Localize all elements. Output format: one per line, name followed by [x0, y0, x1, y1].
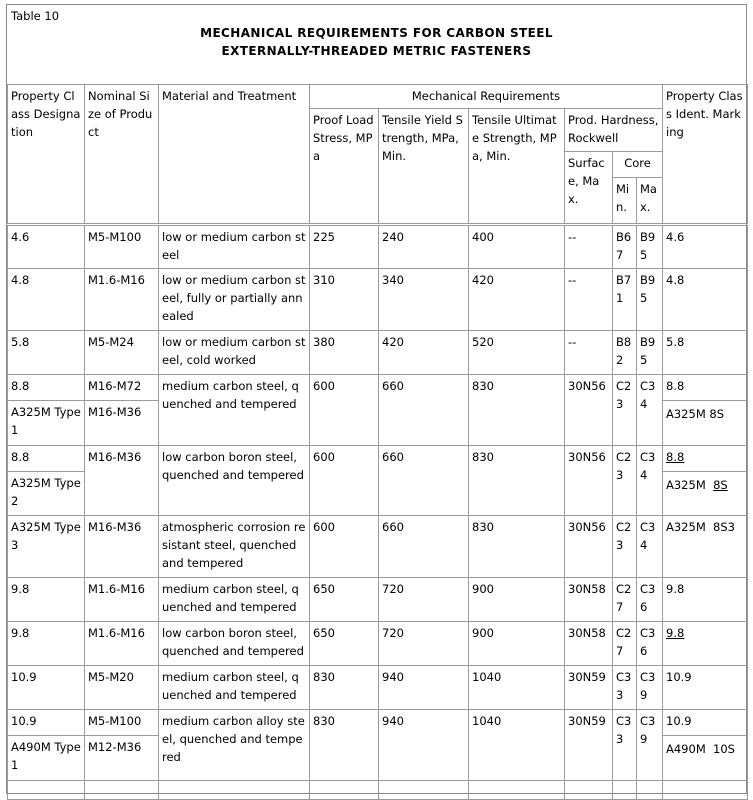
- row6-material: atmospheric corrosion resistant steel, quenched and tempered: [158, 515, 310, 578]
- row4-material: medium carbon steel, quenched and tempered: [158, 374, 310, 446]
- row10-size: M5-M100: [84, 709, 159, 736]
- row11-marking: [662, 780, 748, 800]
- row10-core-max: C39: [636, 709, 663, 781]
- row10-surface: 30N59: [564, 709, 613, 781]
- row6-core-max: C34: [636, 515, 663, 578]
- row3-surface: --: [564, 330, 613, 375]
- row3-proof: 380: [309, 330, 379, 375]
- row5-marking-alt: [662, 471, 748, 516]
- row8-size: M1.6-M16: [84, 621, 159, 666]
- row4-class-alt: A325M Type 1: [7, 400, 85, 446]
- row4-core-max: C34: [636, 374, 663, 446]
- row10-proof: 830: [309, 709, 379, 781]
- row11-core-min: [612, 780, 637, 800]
- row2-marking: 4.8: [662, 268, 748, 331]
- row6-size: M16-M36: [84, 515, 159, 578]
- row9-material: medium carbon steel, quenched and tempered: [158, 665, 310, 710]
- row5-yield: 660: [378, 445, 469, 516]
- row7-yield: 720: [378, 577, 469, 622]
- row5-ultimate: 830: [468, 445, 565, 516]
- row5-marking-alt-a: A325M: [666, 478, 714, 492]
- row9-ultimate: 1040: [468, 665, 565, 710]
- header-surface: Surface, Max.: [564, 151, 613, 224]
- row8-material: low carbon boron steel, quenched and tempered: [158, 621, 310, 666]
- row9-core-max: C39: [636, 665, 663, 710]
- row6-proof: 600: [309, 515, 379, 578]
- row5-class-alt: A325M Type 2: [7, 471, 85, 516]
- row3-core-min: B82: [612, 330, 637, 375]
- row1-ultimate: 400: [468, 225, 565, 269]
- row5-marking-alt-b: 8S: [713, 478, 728, 492]
- row8-surface: 30N58: [564, 621, 613, 666]
- row7-proof: 650: [309, 577, 379, 622]
- header-hardness: Prod. Hardness, Rockwell: [564, 108, 663, 152]
- table-title-line2: EXTERNALLY-THREADED METRIC FASTENERS: [221, 44, 532, 58]
- row10-ultimate: 1040: [468, 709, 565, 781]
- row7-surface: 30N58: [564, 577, 613, 622]
- row3-ultimate: 520: [468, 330, 565, 375]
- header-marking: Property Class Ident. Marking: [662, 84, 748, 224]
- row1-class: 4.6: [7, 225, 85, 269]
- row4-proof: 600: [309, 374, 379, 446]
- row10-size-alt: M12-M36: [84, 735, 159, 781]
- row2-surface: --: [564, 268, 613, 331]
- row5-size: M16-M36: [84, 445, 159, 516]
- row6-core-min: C23: [612, 515, 637, 578]
- row9-core-min: C33: [612, 665, 637, 710]
- row10-marking: 10.9: [662, 709, 748, 736]
- row7-class: 9.8: [7, 577, 85, 622]
- row10-yield: 940: [378, 709, 469, 781]
- row5-proof: 600: [309, 445, 379, 516]
- row4-marking-alt: A325M 8S: [662, 400, 748, 446]
- row2-material: low or medium carbon steel, fully or partially annealed: [158, 268, 310, 331]
- row11-class: [7, 780, 85, 800]
- row9-marking: 10.9: [662, 665, 748, 710]
- row1-proof: 225: [309, 225, 379, 269]
- row1-core-min: B67: [612, 225, 637, 269]
- row10-class-alt: A490M Type 1: [7, 735, 85, 781]
- row8-proof: 650: [309, 621, 379, 666]
- row2-size: M1.6-M16: [84, 268, 159, 331]
- row7-material: medium carbon steel, quenched and tempered: [158, 577, 310, 622]
- row7-marking: 9.8: [662, 577, 748, 622]
- row4-size: M16-M72: [84, 374, 159, 401]
- row3-marking: 5.8: [662, 330, 748, 375]
- row2-core-max: B95: [636, 268, 663, 331]
- row2-proof: 310: [309, 268, 379, 331]
- row5-class: 8.8: [7, 445, 85, 472]
- header-core: Core: [612, 151, 663, 178]
- row8-core-max: C36: [636, 621, 663, 666]
- row6-class: A325M Type 3: [7, 515, 85, 578]
- row8-core-min: C27: [612, 621, 637, 666]
- row4-yield: 660: [378, 374, 469, 446]
- row1-core-max: B95: [636, 225, 663, 269]
- row3-core-max: B95: [636, 330, 663, 375]
- header-nominal-size: Nominal Size of Product: [84, 84, 159, 224]
- row8-yield: 720: [378, 621, 469, 666]
- row4-core-min: C23: [612, 374, 637, 446]
- header-core-min: Min.: [612, 177, 637, 224]
- row3-yield: 420: [378, 330, 469, 375]
- row6-ultimate: 830: [468, 515, 565, 578]
- row6-yield: 660: [378, 515, 469, 578]
- header-proof-load: Proof Load Stress, MPa: [309, 108, 379, 224]
- header-tensile-ultimate: Tensile Ultimate Strength, MPa, Min.: [468, 108, 565, 224]
- row2-class: 4.8: [7, 268, 85, 331]
- row8-marking-text: 9.8: [666, 626, 685, 640]
- row3-size: M5-M24: [84, 330, 159, 375]
- row9-surface: 30N59: [564, 665, 613, 710]
- row11-yield: [378, 780, 469, 800]
- row4-surface: 30N56: [564, 374, 613, 446]
- row10-class: 10.9: [7, 709, 85, 736]
- header-property-class: Property Class Designation: [7, 84, 85, 224]
- row9-yield: 940: [378, 665, 469, 710]
- row8-class: 9.8: [7, 621, 85, 666]
- row10-core-min: C33: [612, 709, 637, 781]
- row3-material: low or medium carbon steel, cold worked: [158, 330, 310, 375]
- row11-material: [158, 780, 310, 800]
- row9-proof: 830: [309, 665, 379, 710]
- row7-size: M1.6-M16: [84, 577, 159, 622]
- header-mechanical-requirements: Mechanical Requirements: [309, 84, 663, 109]
- header-core-max: Max.: [636, 177, 663, 224]
- row11-proof: [309, 780, 379, 800]
- table-number: Table 10: [11, 9, 60, 23]
- row11-core-max: [636, 780, 663, 800]
- row1-material: low or medium carbon steel: [158, 225, 310, 269]
- row7-ultimate: 900: [468, 577, 565, 622]
- row11-surface: [564, 780, 613, 800]
- row7-core-min: C27: [612, 577, 637, 622]
- row5-core-max: C34: [636, 445, 663, 516]
- header-material: Material and Treatment: [158, 84, 310, 224]
- row4-size-alt: M16-M36: [84, 400, 159, 446]
- row10-marking-alt: A490M 10S: [662, 735, 748, 781]
- row5-marking-text: 8.8: [666, 450, 685, 464]
- row1-surface: --: [564, 225, 613, 269]
- row8-marking: [662, 621, 748, 666]
- row1-size: M5-M100: [84, 225, 159, 269]
- row5-surface: 30N56: [564, 445, 613, 516]
- row11-ultimate: [468, 780, 565, 800]
- row5-core-min: C23: [612, 445, 637, 516]
- row3-class: 5.8: [7, 330, 85, 375]
- header-tensile-yield: Tensile Yield Strength, MPa, Min.: [378, 108, 469, 224]
- row1-yield: 240: [378, 225, 469, 269]
- row5-marking: [662, 445, 748, 472]
- row2-yield: 340: [378, 268, 469, 331]
- row6-surface: 30N56: [564, 515, 613, 578]
- table-title-line1: MECHANICAL REQUIREMENTS FOR CARBON STEEL: [200, 26, 553, 40]
- row9-size: M5-M20: [84, 665, 159, 710]
- row8-ultimate: 900: [468, 621, 565, 666]
- row2-ultimate: 420: [468, 268, 565, 331]
- row6-marking: A325M 8S3: [662, 515, 748, 578]
- row4-marking: 8.8: [662, 374, 748, 401]
- row4-ultimate: 830: [468, 374, 565, 446]
- row9-class: 10.9: [7, 665, 85, 710]
- row2-core-min: B71: [612, 268, 637, 331]
- row1-marking: 4.6: [662, 225, 748, 269]
- row4-class: 8.8: [7, 374, 85, 401]
- row11-size: [84, 780, 159, 800]
- row7-core-max: C36: [636, 577, 663, 622]
- row5-material: low carbon boron steel, quenched and tempered: [158, 445, 310, 516]
- row10-material: medium carbon alloy steel, quenched and tempered: [158, 709, 310, 781]
